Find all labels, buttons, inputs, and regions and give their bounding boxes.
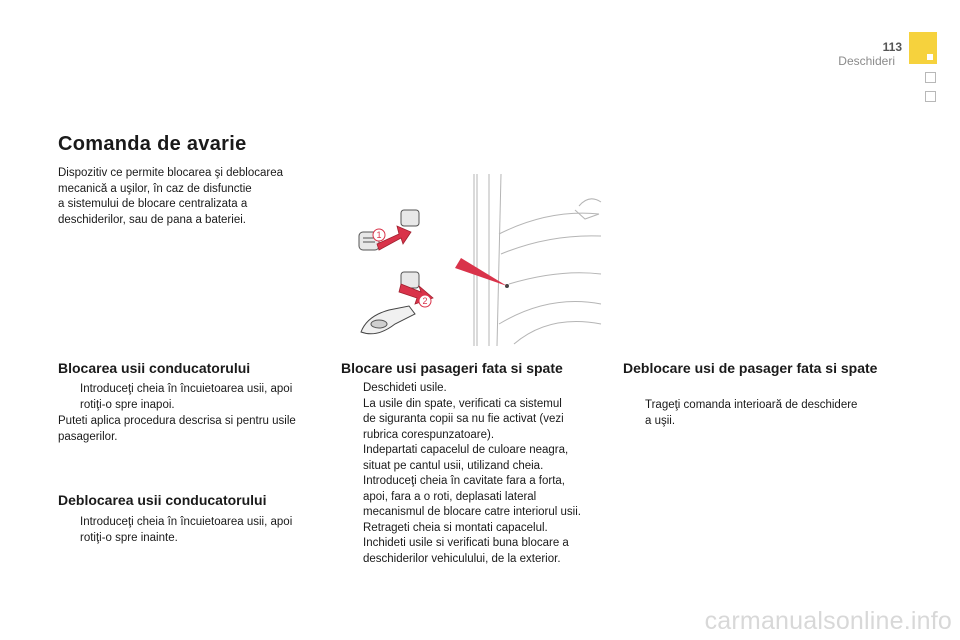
unlock-driver-door-title: Deblocarea usii conducatorului [58,492,267,508]
chapter-tab-active[interactable] [909,32,937,64]
intro-line: a sistemului de blocare centralizata a [58,198,248,210]
unlock-passenger-doors-steps [623,398,893,429]
list-item: La usile din spate, verificati ca sistemul de siguranta copii sa nu fie activat (vezi rubrica corespunzatoare). [363,397,564,441]
list-item: Inchideti usile si verificati buna blocare a deschiderilor vehiculului, de la exterior. [363,537,569,565]
section-title: Comanda de avarie [58,133,247,155]
list-item: Indepartati capacelul de culoare neagra, situat pe cantul usii, utilizand cheia. [363,444,569,472]
tab-marker-icon [927,54,933,60]
page-number: 113 [882,40,902,54]
intro-line: Dispozitiv ce permite blocarea şi deblocarea [58,167,283,179]
list-item: Trageţi comanda interioară de deschidere a uşii. [645,399,858,427]
chapter-title: Deschideri [838,54,895,68]
lock-driver-door-steps [58,382,328,413]
lock-passenger-doors-steps [341,381,611,567]
intro-line: deschiderilor, sau de pana a bateriei. [58,213,246,226]
callout-label: 2 [422,296,428,306]
list-item: Introduceţi cheia în încuietoarea usii, apoi rotiţi-o spre inainte. [80,516,293,544]
chapter-tab[interactable] [925,72,936,83]
list-item: Introduceţi cheia în încuietoarea usii, apoi rotiţi-o spre inapoi. [80,383,293,411]
lock-note: Puteti aplica procedura descrisa si pentru usile pasagerilor. [58,415,296,443]
lock-driver-door-title: Blocarea usii conducatorului [58,360,251,376]
unlock-driver-door-steps [58,515,328,546]
lock-passenger-doors-title: Blocare usi pasageri fata si spate [341,360,563,376]
intro-line: mecanică a uşilor, în caz de disfunctie [58,182,252,195]
list-item: Retrageti cheia si montati capacelul. [363,521,548,534]
callout-label: 1 [376,230,382,240]
chapter-tab[interactable] [925,91,936,102]
door-lock-illustration [349,174,603,346]
list-item: Deschideti usile. [363,382,447,394]
watermark: carmanualsonline.info [704,607,952,635]
list-item: Introduceţi cheia în cavitate fara a forta, apoi, fara a o roti, deplasati lateral mecanismul de blocare catre interiorul usii. [363,475,581,518]
unlock-passenger-doors-title: Deblocare usi de pasager fata si spate [623,360,878,376]
intro-paragraph [58,166,328,228]
